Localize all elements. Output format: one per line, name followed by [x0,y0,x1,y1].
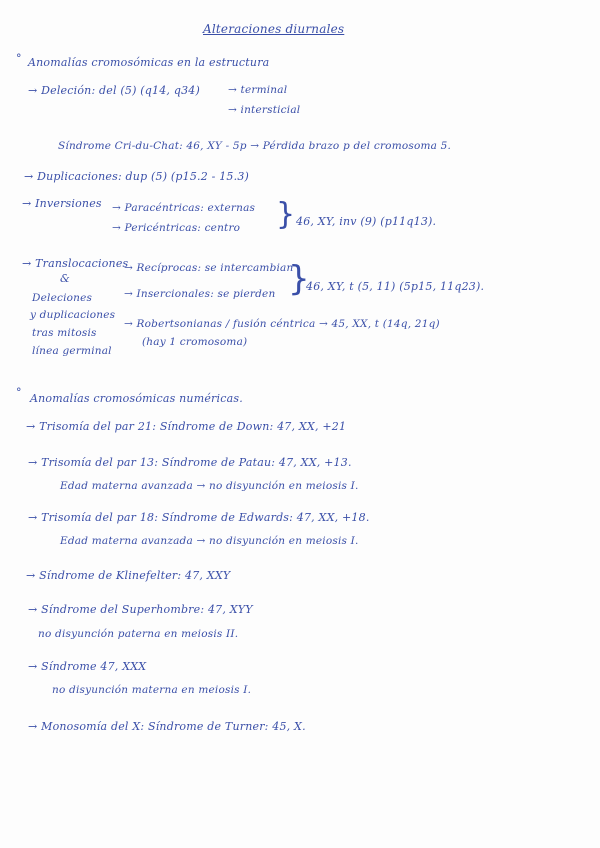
trisomia-18-note: Edad materna avanzada → no disyunción en meiosis I. [60,535,359,547]
inversion-branch-pericentricas: → Pericéntricas: centro [112,222,241,234]
sindrome-klinefelter: → Síndrome de Klinefelter: 47, XXY [26,569,231,582]
inversion-label: → Inversiones [22,197,102,210]
translocacion-brace: } [288,259,310,299]
translocacion-branch-reciprocas: → Recíprocas: se intercambian [124,262,294,274]
delecion-label: → Deleción: del (5) (q14, q34) [28,84,200,97]
sindrome-superhombre: → Síndrome del Superhombre: 47, XYY [28,603,253,616]
translocacion-branch-insercionales: → Insercionales: se pierden [124,288,276,300]
translocacion-result: 46, XY, t (5, 11) (5p15, 11q23). [306,280,485,293]
delecion-branch-intersticial: → intersticial [228,104,301,116]
translocacion-ampersand: & [60,272,70,285]
translocacion-branch-robertsonianas-note: (hay 1 cromosoma) [142,336,248,348]
translocacion-deleciones: Deleciones [32,292,93,304]
trisomia-13: → Trisomía del par 13: Síndrome de Patau: 47, XX, +13. [28,456,352,469]
section1-heading: Anomalías cromosómicas en la estructura [28,56,270,69]
translocacion-mitosis: tras mitosis [32,327,97,339]
translocacion-duplicaciones: y duplicaciones [30,309,116,321]
duplicacion-line: → Duplicaciones: dup (5) (p15.2 - 15.3) [24,170,250,183]
trisomia-18: → Trisomía del par 18: Síndrome de Edwards: 47, XX, +18. [28,511,370,524]
trisomia-21: → Trisomía del par 21: Síndrome de Down: 47, XX, +21 [26,420,347,433]
sindrome-cri-du-chat: Síndrome Cri-du-Chat: 46, XY - 5p → Pérdida brazo p del cromosoma 5. [58,140,452,152]
page-title: Alteraciones diurnales [203,22,345,36]
section2-bullet: ° [16,386,22,399]
section2-heading: Anomalías cromosómicas numéricas. [30,392,243,405]
inversion-branch-paracentricas: → Paracéntricas: externas [112,202,256,214]
section1-bullet: ° [16,52,22,65]
translocacion-label: → Translocaciones [22,257,129,270]
sindrome-triple-x: → Síndrome 47, XXX [28,660,147,673]
sindrome-turner: → Monosomía del X: Síndrome de Turner: 45, X. [28,720,306,733]
translocacion-branch-robertsonianas: → Robertsonianas / fusión céntrica → 45, XX, t (14q, 21q) [124,318,440,330]
inversion-brace: } [276,197,296,232]
superhombre-note: no disyunción paterna en meiosis II. [38,628,239,640]
triple-x-note: no disyunción materna en meiosis I. [52,684,252,696]
delecion-branch-terminal: → terminal [228,84,288,96]
trisomia-13-note: Edad materna avanzada → no disyunción en meiosis I. [60,480,359,492]
inversion-result: 46, XY, inv (9) (p11q13). [296,215,437,228]
translocacion-germinal: línea germinal [32,345,112,357]
